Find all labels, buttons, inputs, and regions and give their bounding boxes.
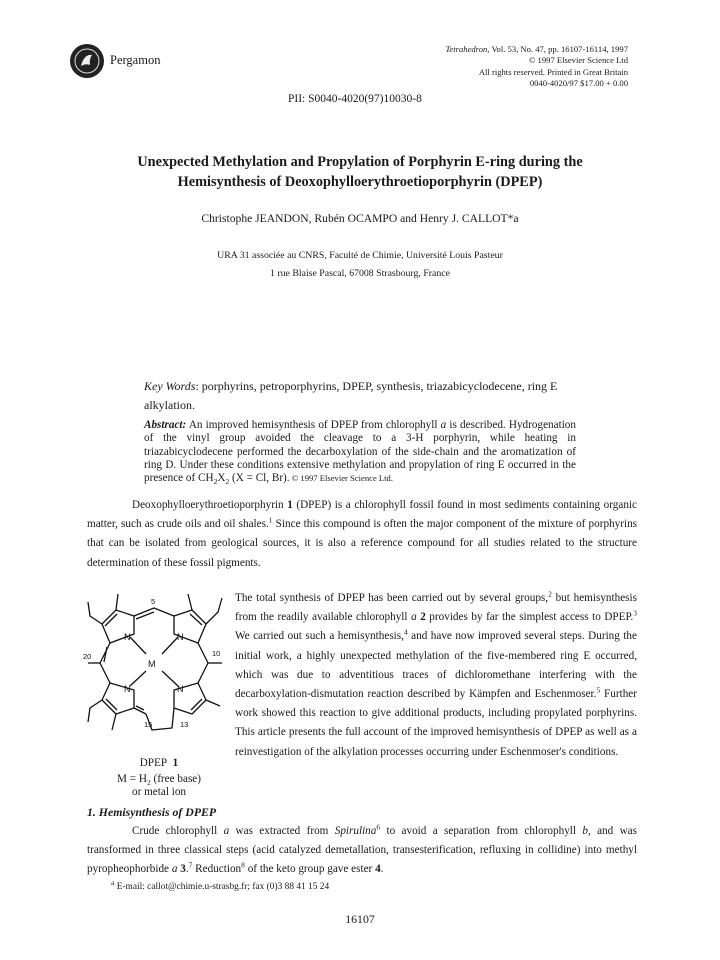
abstract-text: An improved hemisynthesis of DPEP from chlorophyll [186,419,441,431]
abstract-text: (X = Cl, Br). [229,472,290,485]
section-italic: a [171,863,178,876]
section-text: . [185,863,189,876]
abstract-text: X [217,472,226,485]
intro-text: (DPEP) is a chlorophyll fossil found in most sediments containing organic matter, such as crude oils and oil shales. [87,499,638,531]
footnote-mark: a [111,877,115,887]
section-italic: a [223,825,230,837]
section-text: , and was transformed in three classical steps (acid catalyzed demetallation, transesterification, refluxing in collidine) into methyl pyropheophorbide [87,825,637,876]
body-text: The total synthesis of DPEP has been carried out by several groups, [235,592,549,604]
subscript: 2 [225,477,230,487]
journal-info [408,44,628,90]
nitrogen-label: N [177,684,184,694]
position-label: 20 [83,652,92,661]
abstract-text: is described. Hydrogenation of the vinyl group avoided the cleavage to a 3-H porphyrin, while heating in triazabicyclodecene performed the decarboxylation of the side-chain and the aromatization of ring D. Under these conditions extensive methylation and propylation of ring E occurred in the presence of CH [144,419,576,485]
reference-mark: 4 [403,627,408,637]
caption-name: DPEP [139,757,168,769]
nitrogen-label: N [124,632,131,642]
nitrogen-label: N [124,684,131,694]
journal-copyright: © 1997 Elsevier Science Ltd [528,55,628,66]
caption-text: (free base) [150,773,201,785]
caption-text: M = H [117,773,147,785]
footnote-text: E-mail: callot@chimie.u-strasbg.fr; fax (0)3 88 41 15 24 [114,882,330,892]
compound-number: 1 [287,499,293,511]
author-list: Christophe JEANDON, Rubén OCAMPO and Henry J. CALLOT*a [201,212,519,225]
position-label: 5 [151,597,156,606]
title-line-1: Unexpected Methylation and Propylation of Porphyrin E-ring during the [137,154,583,170]
intro-paragraph [87,496,637,573]
journal-price: 0040-4020/97 $17.00 + 0.00 [529,78,628,89]
keywords [144,377,574,415]
title-line-2: Hemisynthesis of Deoxophylloerythroetioporphyrin (DPEP) [177,174,543,190]
body-italic: a [411,611,417,624]
caption-number: 1 [172,757,179,769]
abstract-italic: a [440,419,447,431]
position-label: 10 [212,649,221,658]
footnote [111,877,330,892]
keywords-text: : porphyrins, petroporphyrins, DPEP, synthesis, triazabicyclodecene, ring E alkylation. [144,379,558,412]
affiliation-line-1: URA 31 associée au CNRS, Faculté de Chimie, Université Louis Pasteur [217,250,503,261]
compound-number: 3 [180,863,186,876]
caption-metal-ion: or metal ion [131,786,187,798]
section-paragraph [87,822,637,880]
section-text: Crude chlorophyll [132,825,224,837]
reference-mark: 8 [241,860,245,870]
journal-rights: All rights reserved. Printed in Great Britain [478,66,628,77]
caption-metal-line [84,773,234,786]
section-text: Reduction [192,863,242,876]
journal-name: Tetrahedron, [445,44,490,54]
abstract [144,419,576,485]
page-number: 16107 [345,912,375,926]
section-text: of the keto group gave ester [244,863,376,876]
section-italic: Spirulina [334,825,377,837]
section-text: to avoid a separation from chlorophyll [380,825,583,837]
journal-volume: Vol. 53, No. 47, pp. 16107-16114, 1997 [489,44,628,54]
position-label: 13 [180,720,189,729]
compound-number: 4 [375,863,381,876]
reference-mark: 7 [188,860,193,870]
intro-text: Deoxophylloerythroetioporphyrin [132,499,288,511]
reference-mark: 6 [376,822,381,832]
body-text: We carried out such a hemisynthesis, [235,630,404,643]
section-heading: 1. Hemisynthesis of DPEP [87,805,217,819]
compound-number: 2 [420,611,426,624]
body-text: but hemisynthesis from the readily available chlorophyll [235,592,637,624]
pii-code: PII: S0040-4020(97)10030-8 [288,93,422,105]
metal-label: M [148,659,156,669]
affiliation-line-2: 1 rue Blaise Pascal, 67008 Strasbourg, France [270,268,450,279]
caption-name-line [84,757,234,769]
intro-text: Since this compound is often the major component of the mixture of porphyrins that can be isolated from geological sources, it is also a reference compound for all studies related to the structure determination of these fossil pigments. [87,518,638,569]
position-label: 15 [144,720,153,729]
journal-citation [408,44,628,55]
paper-title [100,152,620,192]
body-text: Further work showed this reaction to give additional products, including propylated porphyrins. This article presents the full account of the improved hemisynthesis of DPEP as well as a reinvestigation of the alkylation processes occurring under Eschenmoser's conditions. [235,688,637,758]
reference-mark: 1 [268,515,273,525]
reference-mark: 3 [633,608,638,618]
section-text: was extracted from [229,825,335,837]
abstract-label: Abstract: [144,419,187,431]
subscript: 2 [213,477,218,487]
keywords-label: Key Words [144,379,196,393]
figure-caption [84,757,234,798]
pergamon-logo-icon [70,44,104,78]
body-text: provides by far the simplest access to DPEP. [425,611,634,624]
publisher-name: Pergamon [110,53,161,67]
nitrogen-label: N [177,632,184,642]
section-text: . [380,863,384,876]
section-italic: b [582,825,588,837]
reference-mark: 5 [596,685,601,695]
subscript: 2 [146,778,151,788]
body-paragraph [235,589,637,762]
dpep-structure-figure [84,582,234,802]
dpep-structure-drawing [84,582,234,748]
body-text: and have now improved several steps. During the initial work, a highly unexpected methylation of the five-membered ring E occurred, which was due to adventitious traces of dichloromethane interfering with the decarboxylation-dismutation reaction described by Kämpfen and Eschenmoser. [235,630,637,701]
abstract-copyright: © 1997 Elsevier Science Ltd. [289,473,393,484]
reference-mark: 2 [548,589,552,599]
pergamon-logo [70,44,104,78]
